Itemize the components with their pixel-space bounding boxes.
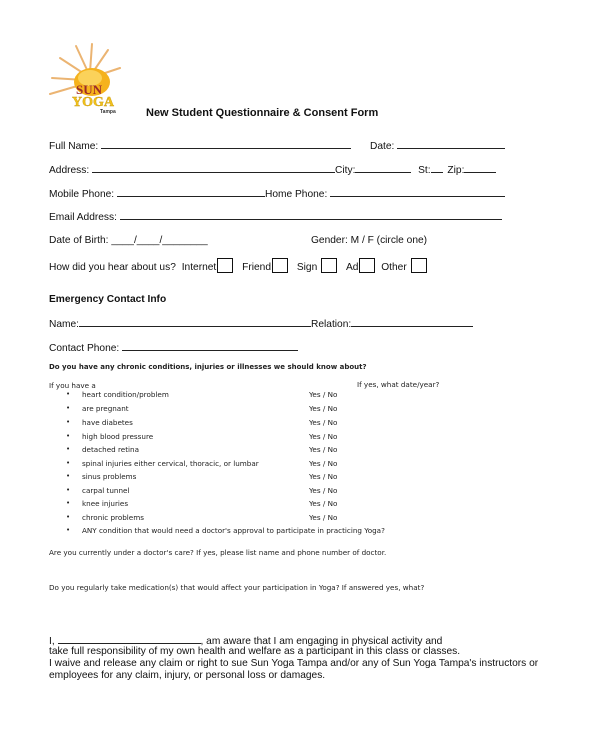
yes-no-option[interactable]: Yes / No — [309, 513, 338, 522]
home-phone-input[interactable] — [330, 187, 505, 197]
state-label: St: — [418, 165, 431, 176]
option-internet-checkbox[interactable] — [217, 258, 233, 273]
emergency-name-row — [49, 317, 473, 330]
date-label: Date: — [370, 141, 395, 152]
home-phone-label: Home Phone: — [264, 189, 328, 200]
contact-phone-label: Contact Phone: — [49, 343, 120, 354]
yes-no-option[interactable]: Yes / No — [309, 486, 338, 495]
sun-yoga-logo — [48, 42, 136, 114]
svg-text:SUN: SUN — [76, 82, 103, 97]
option-other-label: Other — [381, 262, 407, 273]
address-label: Address: — [49, 165, 90, 176]
address-input[interactable] — [92, 163, 335, 173]
mobile-phone-label: Mobile Phone: — [49, 189, 115, 200]
yes-no-option[interactable]: Yes / No — [309, 472, 338, 481]
option-sign-checkbox[interactable] — [321, 258, 337, 273]
medication-question: Do you regularly take medication(s) that would affect your participation in Yoga? If answered yes, what? — [49, 583, 425, 592]
state-input[interactable] — [431, 163, 443, 173]
phone-row — [49, 187, 505, 200]
if-you-have-label: If you have a — [49, 381, 96, 390]
emergency-name-label: Name: — [49, 319, 80, 330]
address-row — [49, 163, 496, 176]
form-title: New Student Questionnaire & Consent Form — [146, 107, 379, 119]
svg-text:YOGA: YOGA — [72, 95, 114, 110]
option-ad-label: Ad — [345, 262, 359, 273]
consent-name-input[interactable] — [58, 634, 201, 644]
relation-label: Relation: — [311, 319, 352, 330]
full-name-input[interactable] — [101, 139, 351, 149]
yes-no-option[interactable]: Yes / No — [309, 404, 338, 413]
email-input[interactable] — [120, 210, 502, 220]
health-question: Do you have any chronic conditions, injuries or illnesses we should know about? — [49, 363, 367, 371]
option-sign-label: Sign — [296, 262, 318, 273]
sun-icon — [48, 42, 136, 114]
contact-phone-row — [49, 341, 298, 354]
option-ad-checkbox[interactable] — [359, 258, 375, 273]
gender-field: Gender: M / F (circle one) — [311, 235, 428, 246]
hear-about-label: How did you hear about us? — [49, 262, 176, 273]
yes-no-option[interactable]: Yes / No — [309, 432, 338, 441]
zip-label: Zip: — [447, 165, 465, 176]
svg-text:Tampa: Tampa — [100, 109, 116, 114]
email-label: Email Address: — [49, 212, 117, 223]
full-name-row — [49, 139, 351, 152]
option-internet-label: Internet — [181, 262, 217, 273]
option-friend-label: Friend — [242, 262, 272, 273]
option-other-checkbox[interactable] — [411, 258, 427, 273]
date-input[interactable] — [397, 139, 505, 149]
yes-no-option[interactable]: Yes / No — [309, 459, 338, 468]
date-year-header: If yes, what date/year? — [357, 380, 440, 389]
dob-row — [49, 235, 208, 246]
mobile-phone-input[interactable] — [117, 187, 265, 197]
emergency-name-input[interactable] — [79, 317, 311, 327]
full-name-label: Full Name: — [49, 141, 99, 152]
emergency-heading: Emergency Contact Info — [49, 294, 167, 305]
option-friend-checkbox[interactable] — [272, 258, 288, 273]
city-input[interactable] — [355, 163, 411, 173]
dob-input[interactable]: ____/____/________ — [111, 235, 208, 246]
consent-line-1: I, , am aware that I am engaging in physical activity and — [49, 636, 443, 647]
yes-no-option[interactable]: Yes / No — [309, 418, 338, 427]
city-label: City: — [335, 165, 356, 176]
date-row — [370, 139, 505, 152]
hear-about-row — [49, 258, 427, 273]
zip-input[interactable] — [464, 163, 496, 173]
consent-line-2: take full responsibility of my own health and welfare as a participant in this class or classes. — [49, 646, 461, 657]
dob-label: Date of Birth: — [49, 235, 109, 246]
contact-phone-input[interactable] — [122, 341, 298, 351]
yes-no-option[interactable]: Yes / No — [309, 390, 338, 399]
yes-no-option[interactable]: Yes / No — [309, 445, 338, 454]
doctor-care-question: Are you currently under a doctor's care? If yes, please list name and phone number of doctor. — [49, 548, 387, 557]
consent-line-3: I waive and release any claim or right to sue Sun Yoga Tampa and/or any of Sun Yoga Tampa's instructors or — [49, 658, 539, 669]
consent-line-4: employees for any claim, injury, or personal loss or damages. — [49, 670, 326, 681]
email-row — [49, 210, 502, 223]
relation-input[interactable] — [351, 317, 473, 327]
yes-no-option[interactable]: Yes / No — [309, 499, 338, 508]
